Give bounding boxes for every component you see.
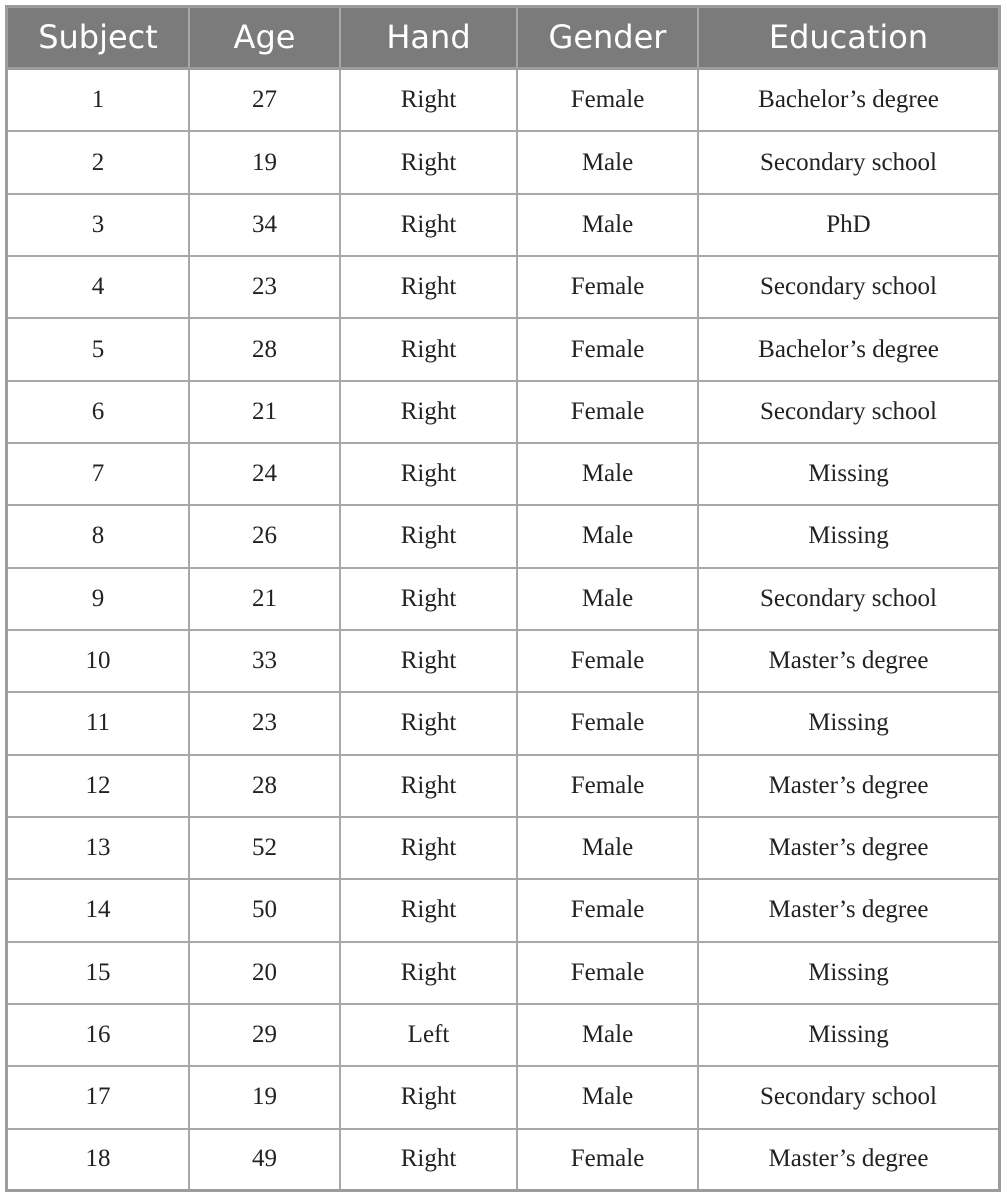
cell-hand: Right	[340, 256, 517, 318]
cell-subject: 7	[8, 443, 189, 505]
cell-subject: 2	[8, 131, 189, 193]
cell-education: Missing	[698, 505, 998, 567]
cell-age: 34	[189, 194, 340, 256]
cell-hand: Right	[340, 381, 517, 443]
cell-hand: Right	[340, 194, 517, 256]
cell-gender: Male	[517, 568, 698, 630]
cell-gender: Female	[517, 318, 698, 380]
cell-subject: 16	[8, 1004, 189, 1066]
cell-hand: Right	[340, 817, 517, 879]
cell-education: Master’s degree	[698, 817, 998, 879]
cell-subject: 4	[8, 256, 189, 318]
cell-hand: Right	[340, 505, 517, 567]
cell-education: Secondary school	[698, 381, 998, 443]
cell-hand: Right	[340, 318, 517, 380]
cell-age: 28	[189, 318, 340, 380]
table-row	[8, 1004, 998, 1066]
cell-subject: 8	[8, 505, 189, 567]
table-row	[8, 131, 998, 193]
cell-age: 23	[189, 256, 340, 318]
cell-education: Bachelor’s degree	[698, 68, 998, 131]
cell-subject: 12	[8, 755, 189, 817]
cell-gender: Male	[517, 1066, 698, 1128]
cell-gender: Female	[517, 381, 698, 443]
cell-education: Missing	[698, 692, 998, 754]
cell-gender: Male	[517, 131, 698, 193]
table-row	[8, 568, 998, 630]
table-body	[8, 68, 998, 1189]
cell-hand: Right	[340, 630, 517, 692]
cell-subject: 9	[8, 568, 189, 630]
cell-age: 19	[189, 1066, 340, 1128]
cell-subject: 17	[8, 1066, 189, 1128]
cell-gender: Female	[517, 630, 698, 692]
table-row	[8, 630, 998, 692]
cell-age: 50	[189, 879, 340, 941]
cell-subject: 5	[8, 318, 189, 380]
cell-hand: Right	[340, 568, 517, 630]
cell-education: Secondary school	[698, 256, 998, 318]
cell-age: 20	[189, 942, 340, 1004]
table-row	[8, 1129, 998, 1189]
cell-hand: Right	[340, 755, 517, 817]
cell-education: Master’s degree	[698, 1129, 998, 1189]
cell-education: Missing	[698, 443, 998, 505]
header-gender: Gender	[517, 8, 698, 68]
cell-gender: Female	[517, 1129, 698, 1189]
cell-subject: 18	[8, 1129, 189, 1189]
table-row	[8, 942, 998, 1004]
cell-age: 26	[189, 505, 340, 567]
cell-gender: Male	[517, 505, 698, 567]
cell-gender: Female	[517, 755, 698, 817]
table-row	[8, 505, 998, 567]
table-row	[8, 755, 998, 817]
table-row	[8, 194, 998, 256]
cell-hand: Right	[340, 131, 517, 193]
cell-gender: Female	[517, 942, 698, 1004]
table-row	[8, 443, 998, 505]
cell-hand: Right	[340, 1066, 517, 1128]
cell-age: 19	[189, 131, 340, 193]
cell-age: 49	[189, 1129, 340, 1189]
cell-subject: 15	[8, 942, 189, 1004]
table-row	[8, 817, 998, 879]
cell-hand: Right	[340, 692, 517, 754]
cell-subject: 6	[8, 381, 189, 443]
cell-hand: Right	[340, 443, 517, 505]
cell-gender: Female	[517, 879, 698, 941]
table-row	[8, 256, 998, 318]
cell-subject: 13	[8, 817, 189, 879]
cell-gender: Female	[517, 68, 698, 131]
header-education: Education	[698, 8, 998, 68]
table-row	[8, 68, 998, 131]
table-row	[8, 318, 998, 380]
cell-education: Secondary school	[698, 568, 998, 630]
cell-education: Secondary school	[698, 1066, 998, 1128]
cell-gender: Male	[517, 817, 698, 879]
cell-education: PhD	[698, 194, 998, 256]
table-row	[8, 381, 998, 443]
cell-education: Bachelor’s degree	[698, 318, 998, 380]
table-row	[8, 879, 998, 941]
cell-age: 29	[189, 1004, 340, 1066]
cell-gender: Female	[517, 256, 698, 318]
cell-education: Master’s degree	[698, 755, 998, 817]
cell-age: 33	[189, 630, 340, 692]
cell-education: Missing	[698, 942, 998, 1004]
header-row	[8, 8, 998, 68]
cell-hand: Right	[340, 68, 517, 131]
cell-age: 27	[189, 68, 340, 131]
cell-age: 21	[189, 568, 340, 630]
cell-subject: 14	[8, 879, 189, 941]
cell-subject: 11	[8, 692, 189, 754]
cell-age: 21	[189, 381, 340, 443]
cell-age: 52	[189, 817, 340, 879]
cell-age: 28	[189, 755, 340, 817]
cell-gender: Male	[517, 1004, 698, 1066]
table-row	[8, 692, 998, 754]
cell-education: Missing	[698, 1004, 998, 1066]
header-hand: Hand	[340, 8, 517, 68]
cell-subject: 10	[8, 630, 189, 692]
cell-hand: Right	[340, 1129, 517, 1189]
cell-gender: Male	[517, 194, 698, 256]
cell-age: 24	[189, 443, 340, 505]
cell-gender: Male	[517, 443, 698, 505]
cell-age: 23	[189, 692, 340, 754]
header-age: Age	[189, 8, 340, 68]
cell-education: Master’s degree	[698, 630, 998, 692]
cell-hand: Left	[340, 1004, 517, 1066]
cell-gender: Female	[517, 692, 698, 754]
subjects-table	[8, 8, 998, 1189]
cell-hand: Right	[340, 942, 517, 1004]
cell-subject: 3	[8, 194, 189, 256]
cell-hand: Right	[340, 879, 517, 941]
cell-subject: 1	[8, 68, 189, 131]
subjects-table-container	[5, 5, 1001, 1192]
table-row	[8, 1066, 998, 1128]
cell-education: Master’s degree	[698, 879, 998, 941]
table-header	[8, 8, 998, 68]
cell-education: Secondary school	[698, 131, 998, 193]
header-subject: Subject	[8, 8, 189, 68]
